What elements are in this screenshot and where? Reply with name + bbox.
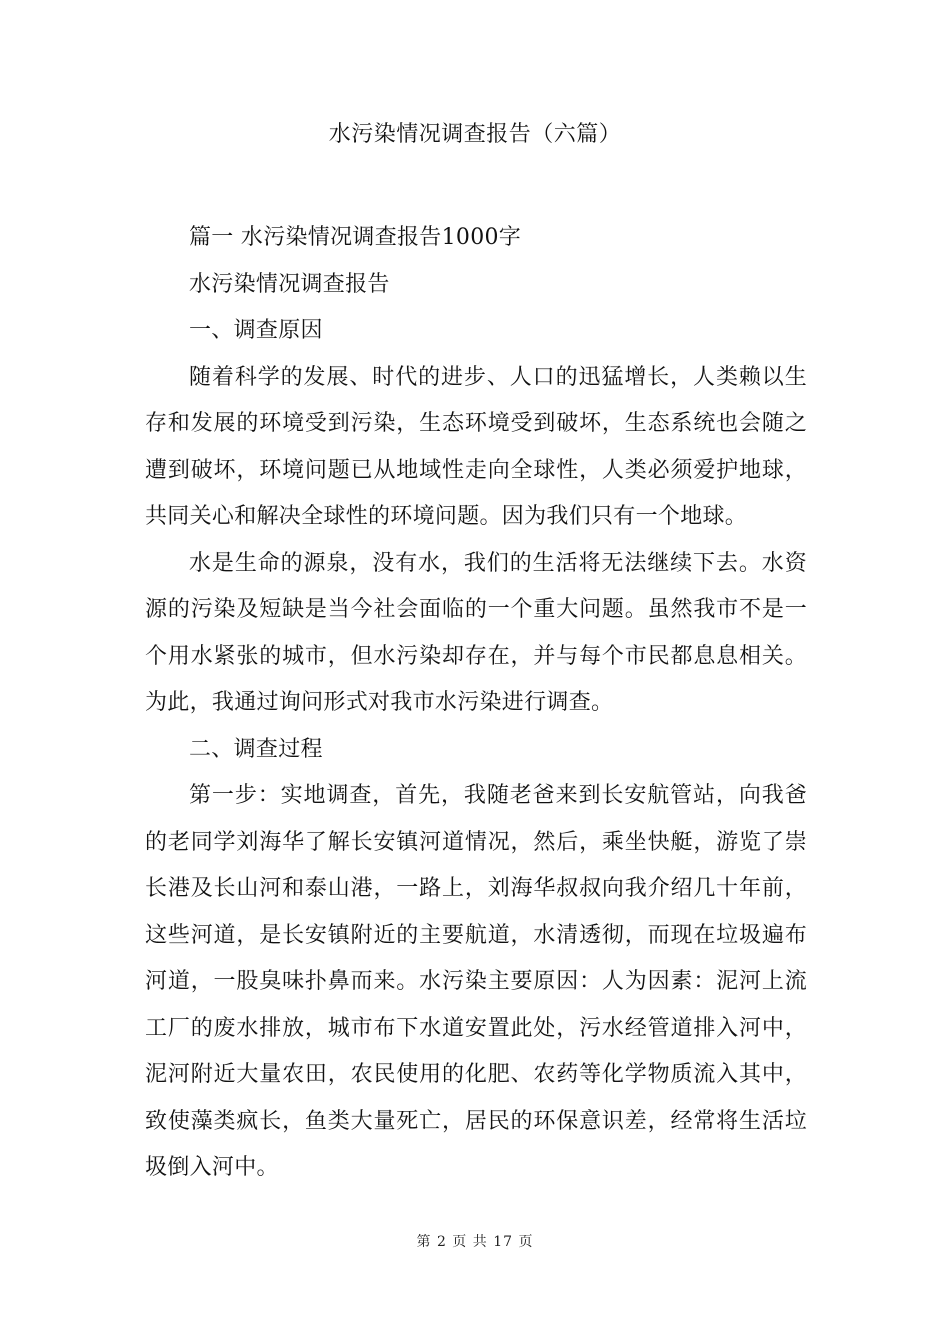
document-body [145, 215, 807, 1192]
body-paragraph: 水是生命的源泉，没有水，我们的生活将无法继续下去。水资源的污染及短缺是当今社会面临的一个重大问题。虽然我市不是一个用水紧张的城市，但水污染却存在，并与每个市民都息息相关。为此，我通过询问形式对我市水污染进行调查。 [145, 550, 807, 715]
body-paragraph: 随着科学的发展、时代的进步、人口的迅猛增长，人类赖以生存和发展的环境受到污染，生态环境受到破坏，生态系统也会随之遭到破坏，环境问题已从地域性走向全球性，人类必须爱护地球，共同关心和解决全球性的环境问题。因为我们只有一个地球。 [145, 364, 807, 529]
section-heading: 篇一 水污染情况调查报告1000字 [189, 225, 522, 250]
section-heading-process: 二、调查过程 [189, 736, 323, 762]
report-subtitle: 水污染情况调查报告 [189, 271, 390, 297]
page-number: 第 2 页 共 17 页 [416, 1234, 534, 1250]
section-heading-reason: 一、调查原因 [189, 318, 323, 343]
document-title: 水污染情况调查报告（六篇） [328, 122, 622, 147]
body-paragraph: 第一步：实地调查，首先，我随老爸来到长安航管站，向我爸的老同学刘海华了解长安镇河道情况，然后，乘坐快艇，游览了崇长港及长山河和泰山港，一路上，刘海华叔叔向我介绍几十年前，这些河道，是长安镇附近的主要航道，水清透彻，而现在垃圾遍布河道，一股臭味扑鼻而来。水污染主要原因：人为因素：泥河上流工厂的废水排放，城市布下水道安置此处，污水经管道排入河中，泥河附近大量农田，农民使用的化肥、农药等化学物质流入其中，致使藻类疯长，鱼类大量死亡，居民的环保意识差，经常将生活垃圾倒入河中。 [145, 783, 807, 1180]
